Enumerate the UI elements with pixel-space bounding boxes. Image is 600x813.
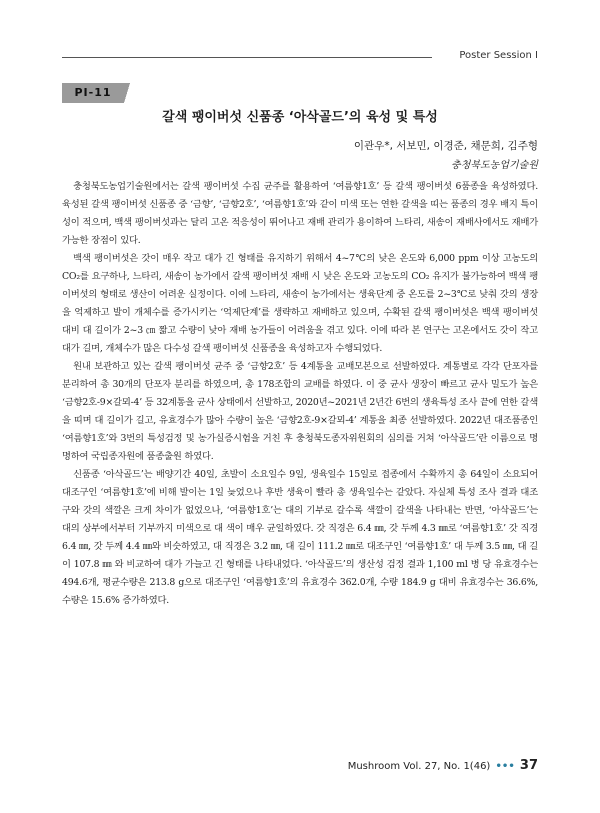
author-list: 이관우*, 서보민, 이경준, 채문희, 김주형 [353,140,538,152]
dots-decoration: ••• [495,761,515,772]
affiliation: 충청북도농업기술원 [451,160,538,171]
poster-code-tag: PⅠ-11 [62,83,124,103]
page-number: 37 [519,758,538,773]
paragraph: 충청북도농업기술원에서는 갈색 팽이버섯 수집 균주를 활용하여 ‘여름향1호’ 등 갈색 팽이버섯 6품종을 육성하였다. 육성된 갈색 팽이버섯 신품종 중 ‘금향’, ‘금향2호’, ‘여름향1호’와 같이 미색 또는 연한 갈색을 띠는 품종의 경우 배지 특이성이 적으며, 백색 팽이버섯과는 달리 고온 적응성이 뛰어나고 재배 관리가 용이하여 느타리, 새송이 재배사에서도 재배가 가능한 장점이 있다. [62,181,538,246]
paragraph: 신품종 ‘아삭골드’는 배양기간 40일, 초발이 소요일수 9일, 생육일수 15일로 접종에서 수확까지 총 64일이 소요되어 대조구인 ‘여름향1호’에 비해 발이는 1일 늦었으나 후반 생육이 빨라 총 생육일수는 같았다. 자실체 특성 조사 결과 대조구와 갓의 색깔은 크게 차이가 없었으나, ‘여름향1호’는 대의 기부로 갈수록 색깔이 갈색을 나타내는 반면, ‘아삭골드’는 대의 상부에서부터 기부까지 미색으로 대 색이 매우 균일하였다. 갓 직경은 6.4 ㎜, 갓 두께 4.3 ㎜로 ‘여름향1호’ 갓 직경 6.4 ㎜, 갓 두께 4.4 ㎜와 비슷하였고, 대 직경은 3.2 ㎜, 대 길이 111.2 ㎜로 대조구인 ‘여름향1호’ 대 두께 3.5 ㎜, 대 길이 107.8 ㎜ 와 비교하여 대가 가늘고 긴 형태를 나타내었다. ‘아삭골드’의 생산성 검정 결과 1,100 ml 병 당 유효경수는 494.6개, 평균수량은 213.8 g으로 대조구인 ‘여름향1호’의 유효경수 362.0개, 수량 184.9 g 대비 유효경수는 36.6%, 수량은 15.6% 증가하였다. [62,469,538,606]
abstract-body [62,178,538,610]
page-footer [348,758,538,773]
paragraph: 원내 보관하고 있는 갈색 팽이버섯 균주 중 ‘금향2호’ 등 4계통을 교배모본으로 선발하였다. 계통별로 각각 단포자를 분리하여 총 30개의 단포자 분리를 하였으며, 총 178조합의 교배를 하였다. 이 중 균사 생장이 빠르고 균사 밀도가 높은 ‘금향2호-9×갈뫼-4’ 등 32계통을 균사 상태에서 선발하고, 2020년~2021년 2년간 6번의 생육특성 조사 끝에 연한 갈색을 띠며 대 길이가 길고, 유효경수가 많아 수량이 높은 ‘금향2호-9×갈뫼-4’ 계통을 최종 선발하였다. 2022년 대조품종인 ‘여름향1호’와 3번의 특성검정 및 농가실증시험을 거친 후 충청북도종자위원회의 심의를 거쳐 ‘아삭골드’란 이름으로 명명하여 국립종자원에 품종출원 하였다. [62,361,538,462]
paper-title: 갈색 팽이버섯 신품종 ‘아삭골드’의 육성 및 특성 [162,110,438,125]
journal-citation: Mushroom Vol. 27, No. 1(46) [347,761,491,772]
paragraph: 백색 팽이버섯은 갓이 매우 작고 대가 긴 형태를 유지하기 위해서 4~7℃의 낮은 온도와 6,000 ppm 이상 고농도의 CO₂를 요구하나, 느타리, 새송이 농가에서 갈색 팽이버섯 재배 시 낮은 온도와 고농도의 CO₂ 유지가 불가능하여 백색 팽이버섯의 형태로 생산이 어려운 실정이다. 이에 느타리, 새송이 농가에서는 생육단계 중 온도를 2~3℃로 낮춰 갓의 생장을 억제하고 발이 개체수를 증가시키는 ‘억제단계’를 생략하고 재배하고 있으며, 수확된 갈색 팽이버섯은 백색 팽이버섯 대비 대 길이가 2~3 ㎝ 짧고 수량이 낮아 재배 농가들이 어려움을 겪고 있다. 이에 따라 본 연구는 고온에서도 갓이 작고 대가 길며, 개체수가 많은 다수성 갈색 팽이버섯 신품종을 육성하고자 수행되었다. [62,253,538,354]
header-rule [62,57,432,58]
session-label: Poster Session Ⅰ [459,50,538,61]
